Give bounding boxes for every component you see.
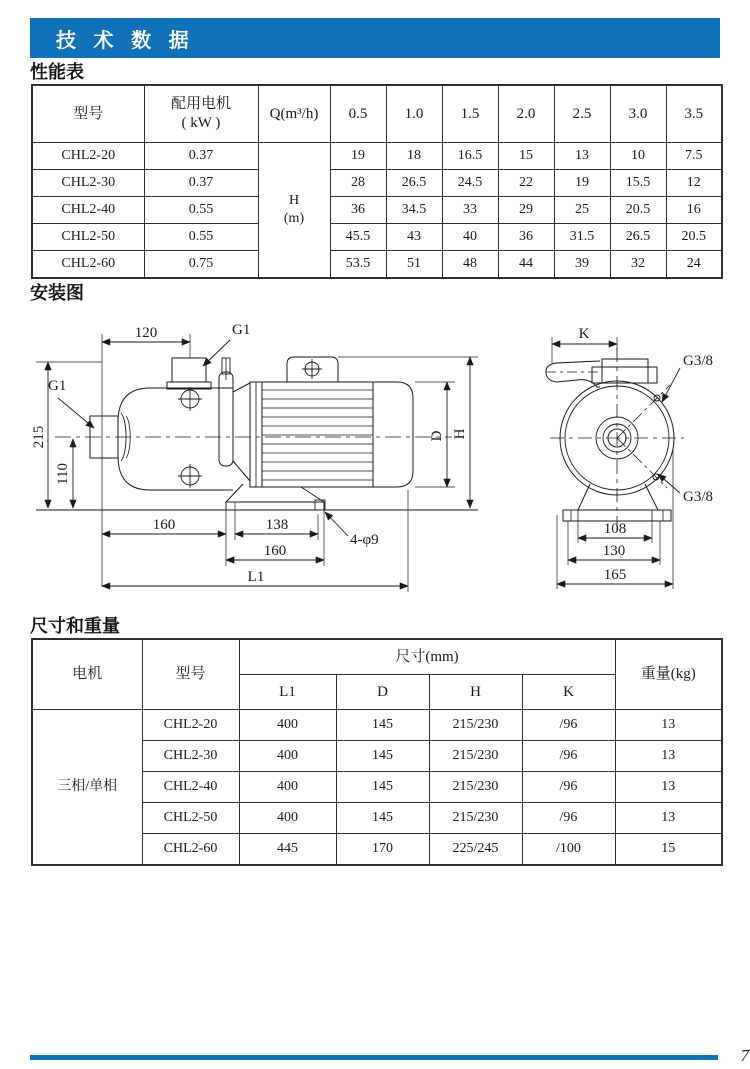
lug-bolt-symbol — [302, 359, 322, 379]
cell-head: 36 — [498, 224, 554, 251]
cell-h: 215/230 — [429, 710, 522, 741]
cell-head: 20.5 — [610, 197, 666, 224]
cell-l1: 400 — [239, 741, 336, 772]
cell-d: 145 — [336, 710, 429, 741]
cell-head: 24.5 — [442, 170, 498, 197]
installation-diagram-title: 安装图 — [30, 283, 84, 303]
col-header-k: K — [522, 675, 615, 710]
cell-head: 7.5 — [666, 143, 722, 170]
bolt-symbol — [178, 464, 202, 488]
cell-head: 39 — [554, 251, 610, 279]
cell-d: 145 — [336, 772, 429, 803]
cell-head: 25 — [554, 197, 610, 224]
side-view — [31, 322, 478, 592]
cell-k: /100 — [522, 834, 615, 866]
port-label-g38-bottom: G3/8 — [683, 489, 713, 505]
col-header-flow-0: 0.5 — [330, 85, 386, 143]
cell-weight: 13 — [615, 803, 722, 834]
dim-label-108: 108 — [603, 521, 627, 537]
cell-head: 15.5 — [610, 170, 666, 197]
cell-head: 19 — [330, 143, 386, 170]
cell-head: 28 — [330, 170, 386, 197]
cell-kw: 0.37 — [144, 143, 258, 170]
dim-label-160-left: 160 — [152, 517, 176, 533]
table-row — [32, 143, 722, 170]
cell-head: 36 — [330, 197, 386, 224]
cell-head: 13 — [554, 143, 610, 170]
cell-head: 43 — [386, 224, 442, 251]
motor-fins — [262, 390, 373, 480]
dim-label-l1: L1 — [247, 569, 265, 585]
port-label-g1-left: G1 — [48, 378, 67, 394]
dim-label-holes: 4-φ9 — [350, 532, 379, 548]
cell-model: CHL2-20 — [32, 143, 144, 170]
dim-label-110: 110 — [55, 463, 71, 485]
table-header-row — [32, 85, 722, 143]
head-unit-line1: H — [288, 192, 300, 208]
port-label-g38-top: G3/8 — [683, 353, 713, 369]
col-header-weight: 重量(kg) — [615, 639, 722, 710]
cell-model: CHL2-50 — [32, 224, 144, 251]
front-view — [546, 326, 713, 589]
cell-h: 215/230 — [429, 803, 522, 834]
performance-table-title: 性能表 — [30, 62, 84, 82]
col-header-model: 型号 — [142, 639, 239, 710]
cell-head: 12 — [666, 170, 722, 197]
dimension-lines — [36, 334, 478, 592]
cell-l1: 445 — [239, 834, 336, 866]
col-header-h: H — [429, 675, 522, 710]
cell-head: 33 — [442, 197, 498, 224]
cell-head: 10 — [610, 143, 666, 170]
cell-kw: 0.55 — [144, 224, 258, 251]
cell-head: 19 — [554, 170, 610, 197]
cell-model: CHL2-40 — [142, 772, 239, 803]
table-row — [32, 170, 722, 197]
cell-head-unit — [258, 143, 330, 279]
dim-label-165: 165 — [603, 567, 627, 583]
cell-weight: 13 — [615, 741, 722, 772]
head-unit-line2: (m) — [283, 211, 305, 226]
cell-h: 225/245 — [429, 834, 522, 866]
dim-label-d: D — [429, 430, 445, 442]
footer-accent-line — [30, 1055, 718, 1060]
col-header-flow-4: 2.5 — [554, 85, 610, 143]
cell-model: CHL2-60 — [32, 251, 144, 279]
cell-head: 51 — [386, 251, 442, 279]
page-number: 7 — [740, 1046, 749, 1065]
cell-l1: 400 — [239, 772, 336, 803]
col-header-flow: Q(m³/h) — [258, 85, 330, 143]
col-header-motor-line1: 配用电机 — [170, 95, 231, 112]
col-header-motor-line2: ( kW ) — [181, 115, 221, 131]
page-title: 技 术 数 据 — [56, 29, 195, 52]
table-header-row — [32, 639, 722, 675]
col-header-d: D — [336, 675, 429, 710]
dim-label-k: K — [578, 326, 590, 342]
cell-head: 26.5 — [386, 170, 442, 197]
installation-diagram — [30, 305, 720, 612]
cell-kw: 0.37 — [144, 170, 258, 197]
cell-model: CHL2-30 — [32, 170, 144, 197]
cell-h: 215/230 — [429, 741, 522, 772]
cell-head: 18 — [386, 143, 442, 170]
cell-model: CHL2-20 — [142, 710, 239, 741]
col-header-motor — [144, 85, 258, 143]
dimensions-weight-table — [31, 638, 723, 866]
front-port-block — [602, 359, 648, 383]
cell-model: CHL2-60 — [142, 834, 239, 866]
cell-kw: 0.75 — [144, 251, 258, 279]
dim-label-215: 215 — [31, 425, 47, 449]
col-header-flow-5: 3.0 — [610, 85, 666, 143]
cell-l1: 400 — [239, 803, 336, 834]
dim-label-h: H — [452, 428, 468, 440]
cell-motor-group: 三相/单相 — [32, 710, 142, 866]
cell-head: 24 — [666, 251, 722, 279]
cell-h: 215/230 — [429, 772, 522, 803]
mounting-foot — [226, 502, 324, 510]
cell-weight: 13 — [615, 772, 722, 803]
cell-head: 20.5 — [666, 224, 722, 251]
cell-head: 26.5 — [610, 224, 666, 251]
cell-l1: 400 — [239, 710, 336, 741]
cell-weight: 15 — [615, 834, 722, 866]
cell-head: 16.5 — [442, 143, 498, 170]
cell-head: 15 — [498, 143, 554, 170]
col-header-flow-2: 1.5 — [442, 85, 498, 143]
col-header-l1: L1 — [239, 675, 336, 710]
dim-label-138: 138 — [265, 517, 289, 533]
cell-head: 53.5 — [330, 251, 386, 279]
cell-head: 48 — [442, 251, 498, 279]
cell-d: 170 — [336, 834, 429, 866]
pump-casing — [118, 388, 233, 490]
cell-weight: 13 — [615, 710, 722, 741]
cell-head: 40 — [442, 224, 498, 251]
cell-kw: 0.55 — [144, 197, 258, 224]
col-header-size: 尺寸(mm) — [239, 639, 615, 675]
table-row — [32, 710, 722, 741]
col-header-motor: 电机 — [32, 639, 142, 710]
cell-head: 22 — [498, 170, 554, 197]
bolt-symbol — [178, 387, 202, 411]
cell-model: CHL2-30 — [142, 741, 239, 772]
cell-d: 145 — [336, 741, 429, 772]
flange-plate — [219, 372, 233, 466]
cell-k: /96 — [522, 710, 615, 741]
pump-technical-drawing — [30, 305, 720, 607]
cell-k: /96 — [522, 741, 615, 772]
cell-d: 145 — [336, 803, 429, 834]
cell-head: 32 — [610, 251, 666, 279]
cell-head: 31.5 — [554, 224, 610, 251]
col-header-flow-3: 2.0 — [498, 85, 554, 143]
performance-table — [31, 84, 723, 279]
col-header-flow-6: 3.5 — [666, 85, 722, 143]
cell-k: /96 — [522, 772, 615, 803]
dim-label-120: 120 — [134, 325, 158, 341]
cell-head: 29 — [498, 197, 554, 224]
table-row — [32, 224, 722, 251]
cell-k: /96 — [522, 803, 615, 834]
col-header-flow-1: 1.0 — [386, 85, 442, 143]
lifting-lug — [287, 357, 338, 382]
dim-label-130: 130 — [602, 543, 626, 559]
cell-head: 45.5 — [330, 224, 386, 251]
cell-model: CHL2-40 — [32, 197, 144, 224]
dimensions-table-title: 尺寸和重量 — [30, 616, 120, 636]
cell-head: 34.5 — [386, 197, 442, 224]
motor-end-cap — [373, 382, 413, 487]
cell-head: 44 — [498, 251, 554, 279]
cell-head: 16 — [666, 197, 722, 224]
table-row — [32, 251, 722, 279]
section-header-bar — [30, 18, 720, 58]
port-label-g1-top: G1 — [232, 322, 251, 338]
table-row — [32, 197, 722, 224]
col-header-model: 型号 — [32, 85, 144, 143]
cell-model: CHL2-50 — [142, 803, 239, 834]
dim-label-160-foot: 160 — [263, 543, 287, 559]
discharge-port — [172, 358, 206, 382]
